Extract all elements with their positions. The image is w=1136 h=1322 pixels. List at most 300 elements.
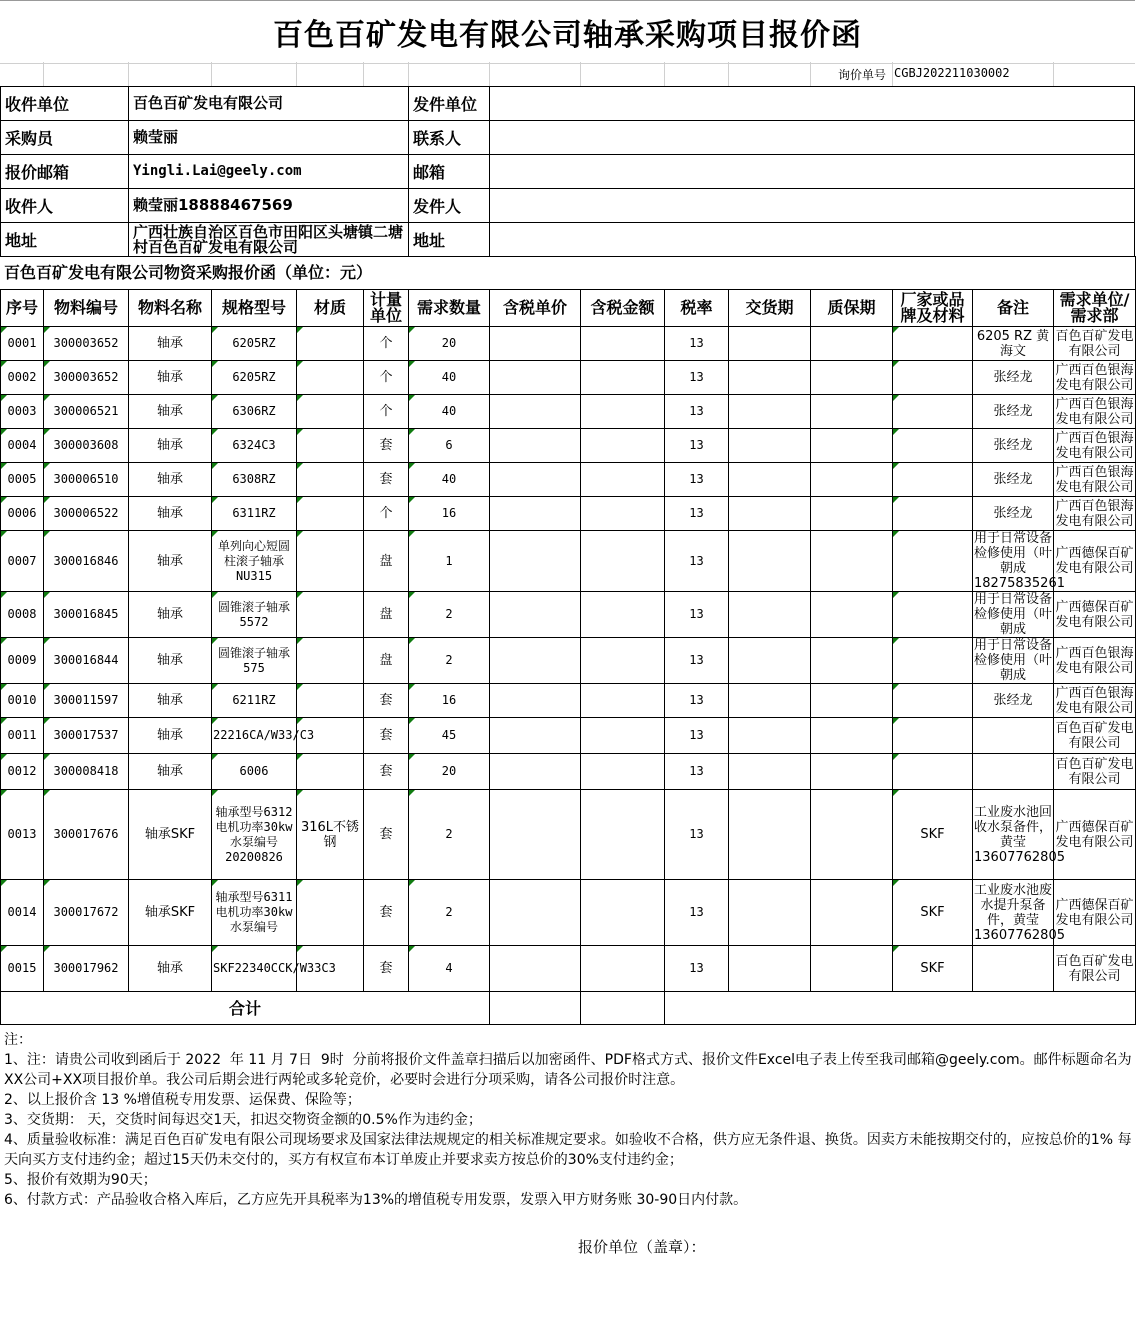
cell-unit-price[interactable] [490, 327, 581, 361]
cell-unit-price[interactable] [490, 531, 581, 592]
cell-brand[interactable] [893, 361, 973, 395]
cell-flag-icon [44, 497, 50, 503]
cell-flag-icon [409, 429, 415, 435]
cell-delivery[interactable] [729, 361, 811, 395]
cell-warranty[interactable] [811, 395, 893, 429]
cell-delivery[interactable] [729, 880, 811, 946]
cell-flag-icon [1, 754, 7, 760]
cell-text: 13 [689, 693, 704, 707]
cell-demand-unit [1054, 361, 1136, 395]
cell-amount[interactable] [581, 684, 665, 718]
table-row [1, 497, 1136, 531]
cell-material [297, 463, 364, 497]
cell-demand-unit [1054, 718, 1136, 754]
cell-warranty[interactable] [811, 531, 893, 592]
cell-flag-icon [893, 361, 899, 367]
cell-tax-rate [665, 463, 729, 497]
cell-demand-unit [1054, 880, 1136, 946]
cell-material [297, 790, 364, 880]
sender-value[interactable] [490, 189, 1135, 223]
notes-section [4, 1030, 1132, 1210]
cell-quantity [409, 684, 490, 718]
cell-remark [973, 361, 1054, 395]
cell-delivery[interactable] [729, 592, 811, 638]
cell-text: 套 [379, 961, 393, 976]
cell-text: 工业废水池废水提升泵备件，黄莹13607762805 [974, 882, 1065, 943]
cell-delivery[interactable] [729, 946, 811, 992]
cell-spec [212, 880, 297, 946]
cell-flag-icon [212, 327, 218, 333]
cell-quantity [409, 718, 490, 754]
cell-flag-icon [44, 638, 50, 644]
cell-text: 20 [441, 336, 457, 350]
col-header-unit: 计量单位 [364, 290, 409, 327]
cell-text: 0008 [7, 607, 37, 621]
cell-flag-icon [893, 718, 899, 724]
cell-spec [212, 754, 297, 790]
cell-tax-rate [665, 754, 729, 790]
recv-unit-value: 百色百矿发电有限公司 [129, 87, 409, 121]
cell-text: 13 [689, 370, 704, 384]
cell-flag-icon [297, 463, 303, 469]
cell-text: 单列向心短圆柱滚子轴承NU315 [217, 538, 290, 583]
cell-brand[interactable] [893, 754, 973, 790]
cell-tax-rate [665, 638, 729, 684]
cell-remark [973, 684, 1054, 718]
cell-warranty[interactable] [811, 754, 893, 790]
cell-flag-icon [893, 429, 899, 435]
cell-amount[interactable] [581, 754, 665, 790]
cell-text: 6211RZ [232, 693, 276, 707]
cell-material [297, 592, 364, 638]
cell-flag-icon [297, 361, 303, 367]
cell-text: 13 [689, 472, 704, 486]
cell-demand-unit [1054, 395, 1136, 429]
cell-text: 广西德保百矿发电有限公司 [1055, 819, 1134, 850]
header-row [1, 290, 1136, 327]
cell-delivery[interactable] [729, 754, 811, 790]
cell-amount[interactable] [581, 946, 665, 992]
cell-brand[interactable] [893, 684, 973, 718]
cell-unit-price[interactable] [490, 395, 581, 429]
cell-brand[interactable] [893, 327, 973, 361]
cell-flag-icon [409, 497, 415, 503]
cell-unit-price[interactable] [490, 638, 581, 684]
cell-text: 40 [441, 472, 457, 486]
cell-flag-icon [212, 361, 218, 367]
cell-flag-icon [409, 684, 415, 690]
cell-text: 轴承 [156, 438, 183, 453]
cell-unit [364, 946, 409, 992]
cell-text: 6006 [239, 764, 269, 778]
cell-seq [1, 790, 44, 880]
cell-tax-rate [665, 946, 729, 992]
total-label: 合计 [1, 992, 490, 1025]
cell-brand[interactable] [893, 463, 973, 497]
note-line: 1、注：请贵公司收到函后于 2022 年 11 月 7日 9时 分前将报价文件盖章扫描后以加密函件、PDF格式方式、报价文件Excel电子表上传至我司邮箱@geely.com。邮件标题命名为XX公司+XX项目报价单。我公司后期会进行两轮或多轮竞价，必要时会进行分项采购，请各公司报价时注意。 [4, 1052, 1132, 1088]
cell-text: 13 [689, 438, 704, 452]
col-header-unit-price: 含税单价 [490, 290, 581, 327]
document-title: 百色百矿发电有限公司轴承采购项目报价函 [0, 0, 1135, 64]
send-address-value[interactable] [490, 223, 1135, 257]
cell-flag-icon [212, 790, 218, 796]
cell-text: 圆锥滚子轴承575 [217, 645, 290, 675]
cell-quantity [409, 880, 490, 946]
cell-text: 4 [445, 961, 453, 975]
cell-text: 轴承SKF [144, 905, 196, 920]
cell-quantity [409, 531, 490, 592]
cell-unit-price[interactable] [490, 497, 581, 531]
cell-flag-icon [44, 754, 50, 760]
cell-seq [1, 946, 44, 992]
cell-text: 300017537 [53, 728, 119, 742]
cell-text: 张经龙 [993, 506, 1033, 521]
cell-material-name [129, 361, 212, 395]
cell-flag-icon [409, 718, 415, 724]
cell-flag-icon [1, 946, 7, 952]
cell-demand-unit [1054, 327, 1136, 361]
table-row [1, 531, 1136, 592]
col-header-quantity: 需求数量 [409, 290, 490, 327]
cell-material-name [129, 946, 212, 992]
cell-text: 0005 [7, 472, 37, 486]
cell-flag-icon [409, 754, 415, 760]
cell-flag-icon [409, 880, 415, 886]
cell-warranty[interactable] [811, 497, 893, 531]
address-label: 地址 [1, 223, 129, 257]
cell-amount[interactable] [581, 497, 665, 531]
cell-unit-price[interactable] [490, 946, 581, 992]
cell-flag-icon [409, 946, 415, 952]
cell-warranty[interactable] [811, 429, 893, 463]
cell-remark [973, 946, 1054, 992]
cell-delivery[interactable] [729, 395, 811, 429]
cell-remark [973, 327, 1054, 361]
cell-material-name [129, 790, 212, 880]
recv-unit-label: 收件单位 [1, 87, 129, 121]
cell-amount[interactable] [581, 327, 665, 361]
cell-spec [212, 395, 297, 429]
cell-text: 16 [441, 506, 457, 520]
cell-flag-icon [1, 790, 7, 796]
cell-brand[interactable] [893, 718, 973, 754]
cell-flag-icon [44, 880, 50, 886]
cell-text: 300003652 [53, 336, 119, 350]
cell-text: 盘 [379, 653, 393, 668]
cell-brand[interactable] [893, 395, 973, 429]
cell-flag-icon [44, 361, 50, 367]
send-address-label: 地址 [409, 223, 490, 257]
cell-spec [212, 638, 297, 684]
cell-text: 工业废水池回收水泵备件，黄莹13607762805 [974, 804, 1065, 865]
total-row [1, 992, 1136, 1025]
cell-text: 轴承 [156, 336, 183, 351]
cell-remark [973, 531, 1065, 592]
cell-unit [364, 684, 409, 718]
cell-delivery[interactable] [729, 790, 811, 880]
cell-material-code [44, 463, 129, 497]
cell-flag-icon [893, 946, 899, 952]
cell-flag-icon [44, 790, 50, 796]
cell-unit [364, 327, 409, 361]
cell-warranty[interactable] [811, 684, 893, 718]
cell-unit [364, 754, 409, 790]
cell-text: 0011 [7, 728, 37, 742]
cell-amount[interactable] [581, 592, 665, 638]
cell-text: 16 [441, 693, 457, 707]
cell-text: 300016844 [53, 653, 119, 667]
cell-warranty[interactable] [811, 946, 893, 992]
send-email-label: 邮箱 [409, 155, 490, 189]
note-line: 5、报价有效期为90天； [4, 1172, 157, 1188]
cell-text: 套 [379, 438, 393, 453]
cell-brand[interactable] [893, 880, 973, 946]
cell-delivery[interactable] [729, 327, 811, 361]
cell-warranty[interactable] [811, 718, 893, 754]
cell-material-code [44, 361, 129, 395]
cell-tax-rate [665, 327, 729, 361]
cell-delivery[interactable] [729, 638, 811, 684]
table-row [1, 718, 1136, 754]
cell-text: 盘 [379, 607, 393, 622]
cell-text: 0002 [7, 370, 37, 384]
cell-material [297, 638, 364, 684]
cell-material-code [44, 497, 129, 531]
cell-delivery[interactable] [729, 463, 811, 497]
cell-flag-icon [44, 946, 50, 952]
cell-seq [1, 592, 44, 638]
cell-delivery[interactable] [729, 497, 811, 531]
cell-delivery[interactable] [729, 531, 811, 592]
cell-text: 0007 [7, 553, 37, 568]
cell-seq [1, 718, 44, 754]
cell-amount[interactable] [581, 638, 665, 684]
cell-text: 2 [445, 827, 453, 841]
cell-flag-icon [893, 790, 899, 796]
cell-brand[interactable] [893, 429, 973, 463]
table-row [1, 790, 1136, 880]
cell-unit [364, 790, 409, 880]
cell-brand[interactable] [893, 946, 973, 992]
cell-quantity [409, 946, 490, 992]
cell-material-name [129, 754, 212, 790]
cell-text: 13 [689, 728, 704, 742]
cell-material-code [44, 684, 129, 718]
send-unit-value[interactable] [490, 87, 1135, 121]
cell-text: 300011597 [53, 693, 119, 707]
cell-material [297, 361, 364, 395]
cell-warranty[interactable] [811, 361, 893, 395]
table-row [1, 592, 1136, 638]
cell-text: 6205RZ [232, 370, 276, 384]
cell-amount[interactable] [581, 880, 665, 946]
cell-amount[interactable] [581, 361, 665, 395]
cell-quantity [409, 463, 490, 497]
cell-flag-icon [297, 718, 303, 724]
cell-unit-price[interactable] [490, 718, 581, 754]
cell-text: SKF [920, 961, 945, 976]
cell-spec [212, 463, 297, 497]
cell-material-code [44, 429, 129, 463]
cell-warranty[interactable] [811, 880, 893, 946]
info-table [0, 86, 1135, 257]
cell-remark [973, 754, 1054, 790]
cell-quantity [409, 395, 490, 429]
cell-material-code [44, 327, 129, 361]
cell-unit-price[interactable] [490, 880, 581, 946]
cell-text: 广西德保百矿发电有限公司 [1055, 897, 1134, 928]
cell-brand[interactable] [893, 790, 973, 880]
cell-flag-icon [44, 531, 50, 537]
cell-quantity [409, 361, 490, 395]
cell-seq [1, 327, 44, 361]
send-email-value[interactable] [490, 155, 1135, 189]
cell-unit-price[interactable] [490, 429, 581, 463]
cell-seq [1, 361, 44, 395]
cell-unit [364, 638, 409, 684]
cell-warranty[interactable] [811, 327, 893, 361]
buyer-value: 赖莹丽 [129, 121, 409, 155]
cell-flag-icon [297, 790, 303, 796]
cell-text: 13 [689, 827, 704, 841]
cell-amount[interactable] [581, 463, 665, 497]
email-value: Yingli.Lai@geely.com [129, 155, 409, 189]
cell-unit-price[interactable] [490, 754, 581, 790]
contact-value[interactable] [490, 121, 1135, 155]
cell-amount[interactable] [581, 531, 665, 592]
cell-unit [364, 361, 409, 395]
cell-flag-icon [212, 880, 218, 886]
cell-text: 13 [689, 553, 704, 568]
cell-text: 轴承 [156, 506, 183, 521]
cell-material-code [44, 395, 129, 429]
cell-flag-icon [212, 395, 218, 401]
cell-flag-icon [297, 880, 303, 886]
total-amount[interactable] [581, 992, 665, 1025]
buyer-label: 采购员 [1, 121, 129, 155]
cell-remark [973, 429, 1054, 463]
cell-text: 广西德保百矿发电有限公司 [1055, 546, 1134, 576]
cell-material [297, 497, 364, 531]
cell-spec [212, 531, 297, 592]
cell-text: 300017676 [53, 827, 119, 841]
cell-delivery[interactable] [729, 684, 811, 718]
col-header-warranty: 质保期 [811, 290, 893, 327]
col-header-brand: 厂家或品牌及材料 [893, 290, 973, 327]
cell-flag-icon [297, 592, 303, 598]
cell-text: 套 [379, 472, 393, 487]
cell-text: 0004 [7, 438, 37, 452]
cell-amount[interactable] [581, 718, 665, 754]
cell-delivery[interactable] [729, 718, 811, 754]
cell-brand[interactable] [893, 531, 973, 592]
cell-flag-icon [409, 592, 415, 598]
cell-text: 百色百矿发电有限公司 [1055, 953, 1134, 984]
cell-demand-unit [1054, 497, 1136, 531]
cell-amount[interactable] [581, 790, 665, 880]
cell-text: 张经龙 [993, 404, 1033, 419]
cell-amount[interactable] [581, 429, 665, 463]
cell-text: 轴承SKF [144, 827, 196, 842]
cell-text: 22216CA/W33/C3 [213, 728, 315, 742]
cell-flag-icon [44, 463, 50, 469]
cell-material-name [129, 531, 212, 592]
cell-unit-price[interactable] [490, 463, 581, 497]
cell-material-code [44, 946, 129, 992]
cell-spec [212, 497, 297, 531]
cell-brand[interactable] [893, 592, 973, 638]
cell-warranty[interactable] [811, 638, 893, 684]
cell-material-name [129, 592, 212, 638]
cell-flag-icon [297, 429, 303, 435]
col-header-spec: 规格型号 [212, 290, 297, 327]
cell-tax-rate [665, 361, 729, 395]
cell-flag-icon [212, 497, 218, 503]
col-header-tax-rate: 税率 [665, 290, 729, 327]
note-line: 6、付款方式：产品验收合格入库后，乙方应先开具税率为13%的增值税专用发票，发票入甲方财务账 30-90日内付款。 [4, 1192, 748, 1208]
cell-flag-icon [893, 395, 899, 401]
cell-flag-icon [212, 684, 218, 690]
recipient-label: 收件人 [1, 189, 129, 223]
cell-flag-icon [44, 684, 50, 690]
cell-unit-price[interactable] [490, 790, 581, 880]
cell-material-code [44, 718, 129, 754]
cell-unit-price[interactable] [490, 592, 581, 638]
cell-quantity [409, 429, 490, 463]
cell-text: 轴承 [156, 607, 183, 622]
cell-unit-price[interactable] [490, 684, 581, 718]
cell-unit-price[interactable] [490, 361, 581, 395]
cell-text: 广西百色银海发电有限公司 [1055, 396, 1134, 427]
cell-text: 0010 [7, 693, 37, 707]
cell-warranty[interactable] [811, 592, 893, 638]
cell-demand-unit [1054, 531, 1136, 592]
cell-flag-icon [1, 395, 7, 401]
cell-text: 广西百色银海发电有限公司 [1055, 362, 1134, 393]
cell-warranty[interactable] [811, 463, 893, 497]
cell-text: 轴承 [156, 653, 183, 668]
cell-brand[interactable] [893, 638, 973, 684]
cell-material-name [129, 718, 212, 754]
cell-text: 40 [441, 370, 457, 384]
cell-amount[interactable] [581, 395, 665, 429]
cell-delivery[interactable] [729, 429, 811, 463]
cell-text: 0014 [7, 905, 37, 919]
cell-material [297, 327, 364, 361]
cell-text: SKF [920, 905, 945, 920]
cell-flag-icon [44, 429, 50, 435]
cell-flag-icon [212, 592, 218, 598]
cell-seq [1, 684, 44, 718]
cell-text: 6311RZ [232, 506, 276, 520]
cell-material-code [44, 880, 129, 946]
cell-flag-icon [297, 327, 303, 333]
col-header-seq: 序号 [1, 290, 44, 327]
cell-text: 圆锥滚子轴承5572 [217, 599, 290, 629]
cell-demand-unit [1054, 684, 1136, 718]
cell-flag-icon [1, 684, 7, 690]
cell-warranty[interactable] [811, 790, 893, 880]
cell-material-name [129, 429, 212, 463]
cell-flag-icon [212, 754, 218, 760]
cell-remark [973, 880, 1065, 946]
cell-demand-unit [1054, 429, 1136, 463]
cell-brand[interactable] [893, 497, 973, 531]
cell-text: 用于日常设备检修使用（叶朝成18275835261 [974, 531, 1065, 591]
cell-seq [1, 497, 44, 531]
cell-text: 6 [445, 438, 453, 452]
address-value: 广西壮族自治区百色市田阳区头塘镇二塘村百色百矿发电有限公司 [129, 223, 409, 257]
